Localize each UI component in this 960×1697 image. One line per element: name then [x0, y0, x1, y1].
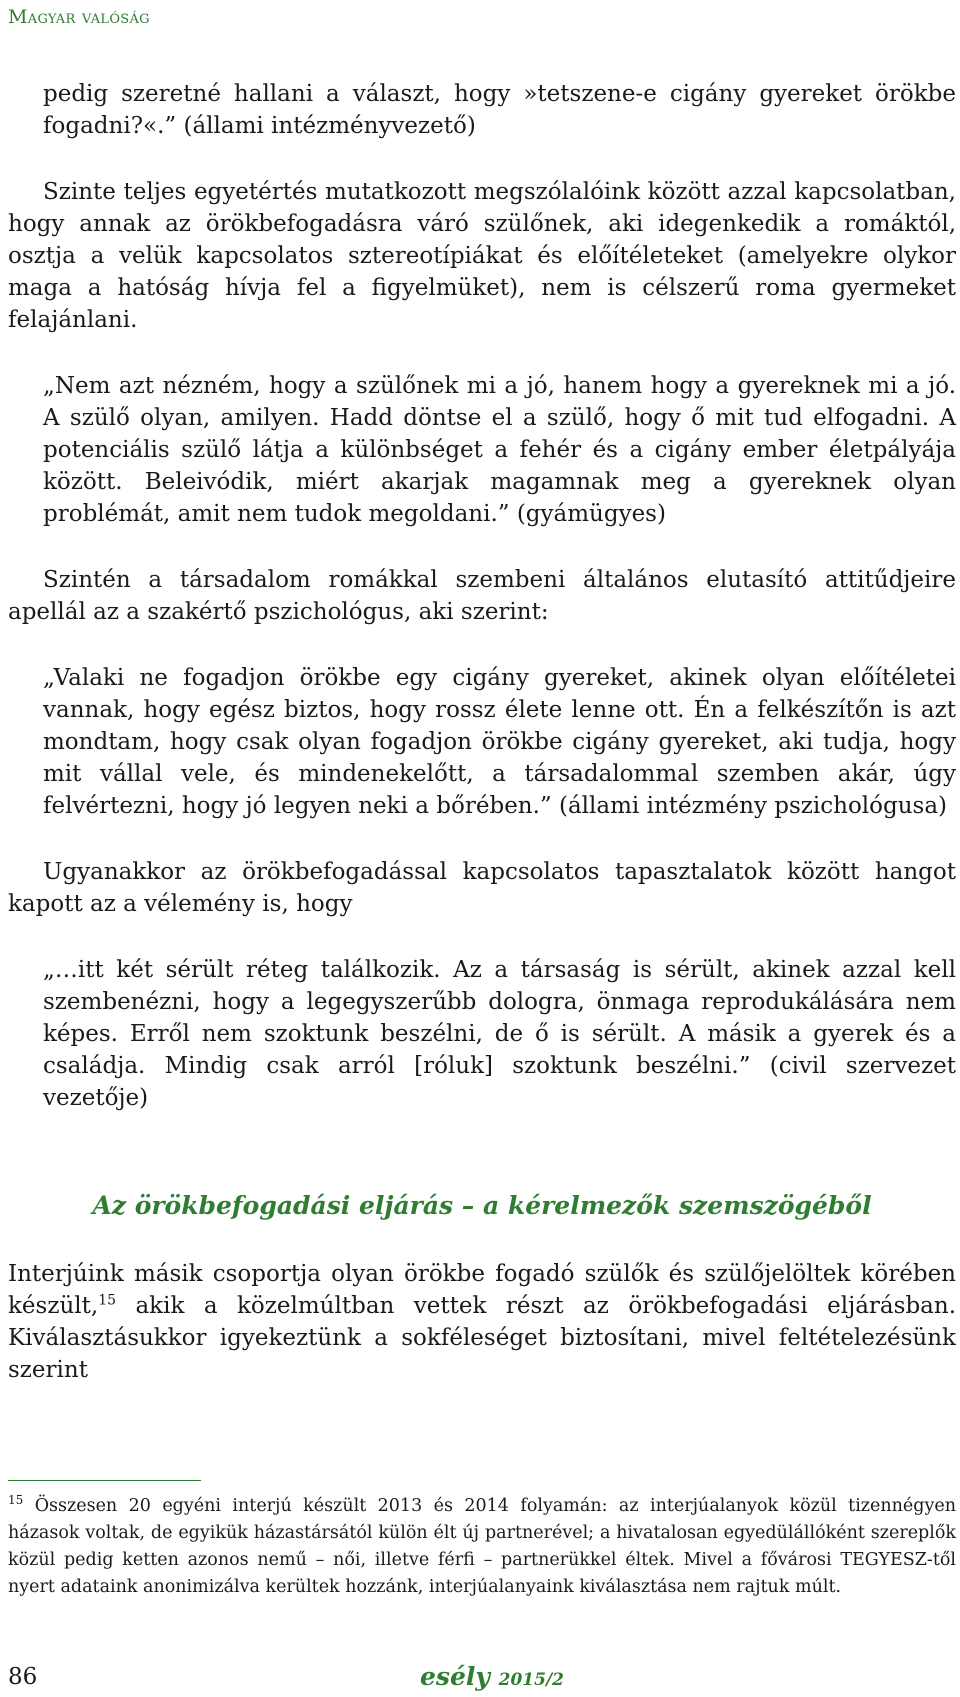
- footnote-divider: [8, 1480, 201, 1481]
- page-body: [8, 78, 956, 1386]
- section-title: Az örökbefogadási eljárás – a kérelmezők szemszögéből: [92, 1191, 872, 1220]
- paragraph-psychologist-intro: Szintén a társadalom romákkal szembeni általános elutasító attitűdjeire apellál az a szakértő pszichológus, aki szerint:: [8, 567, 956, 625]
- quote-state-psychologist: „Valaki ne fogadjon örökbe egy cigány gyereket, akinek olyan előítéletei vannak, hogy egész biztos, hogy rossz élete lenne ott. Én a felkészítőn is azt mondtam, hogy csak olyan fogadjon örökbe cigány gyereket, aki tudja, hogy mit vállal vele, és mindenekelőtt, a társadalommal szemben akár, úgy felvértezni, hogy jó legyen neki a bőrében.” (állami intézmény pszichológusa): [43, 665, 956, 819]
- footnote-text: Összesen 20 egyéni interjú készült 2013 és 2014 folyamán: az interjúalanyok közül tizennégyen házasok voltak, de egyikük házastársától külön élt új partnerével; a hivatalosan egyedülállóként szereplők közül pedig ketten azonos nemű – női, illetve férfi – partnerükkel éltek. Mivel a fővárosi TEGYESZ-től nyert adataink anonimizálva kerültek hozzánk, interjúalanyaink kiválasztása nem rajtuk múlt.: [8, 1496, 956, 1597]
- journal-footer: [420, 1662, 564, 1691]
- paragraph-opinion-intro: Ugyanakkor az örökbefogadással kapcsolatos tapasztalatok között hangot kapott az a vélemény is, hogy: [8, 859, 956, 917]
- footnote-marker: 15: [8, 1493, 24, 1508]
- journal-name: esély: [420, 1662, 490, 1691]
- page-number: 86: [8, 1664, 38, 1690]
- paragraph-interview-group: [8, 1258, 956, 1386]
- journal-issue: 2015/2: [498, 1670, 564, 1690]
- quote-ngo-leader: „…itt két sérült réteg találkozik. Az a társaság is sérült, akinek azzal kell szembenézni, hogy a legegyszerűbb dologra, önmaga reprodukálására nem képes. Erről nem szoktunk beszélni, de ő is sérült. A másik a gyerek és a családja. Mindig csak arról [róluk] szoktunk beszélni.” (civil szervezet vezetője): [43, 957, 956, 1111]
- running-head: Magyar valóság: [8, 6, 150, 28]
- footnote-reference[interactable]: 15: [98, 1292, 117, 1309]
- quote-guardianship-officer: „Nem azt nézném, hogy a szülőnek mi a jó, hanem hogy a gyereknek mi a jó. A szülő olyan, amilyen. Hadd döntse el a szülő, hogy ő mit tud elfogadni. A potenciális szülő látja a különbséget a fehér és a cigány ember életpályája között. Beleivódik, miért akarjak magamnak meg a gyereknek olyan problémát, amit nem tudok megoldani.” (gyámügyes): [43, 373, 956, 527]
- paragraph-consensus: Szinte teljes egyetértés mutatkozott megszólalóink között azzal kapcsolatban, hogy annak az örökbefogadásra váró szülőnek, aki idegenkedik a romáktól, osztja a velük kapcsolatos sztereotípiákat és előítéleteket (amelyekre olykor maga a hatóság hívja fel a figyelmüket), nem is célszerű roma gyermeket felajánlani.: [8, 179, 956, 333]
- quote-state-director: pedig szeretné hallani a választ, hogy »tetszene-e cigány gyereket örökbe fogadni?«.” (állami intézményvezető): [43, 81, 956, 139]
- paragraph-text-start: Interjúink másik csoportja olyan örökbe fogadó szülők és szülőjelöltek körében készült,: [8, 1261, 956, 1319]
- paragraph-text-end: akik a közelmúltban vettek részt az örökbefogadási eljárásban. Kiválasztásukkor igyekeztünk a sokféleséget biztosítani, mivel feltételezésünk szerint: [8, 1293, 956, 1383]
- footnote: [8, 1493, 956, 1601]
